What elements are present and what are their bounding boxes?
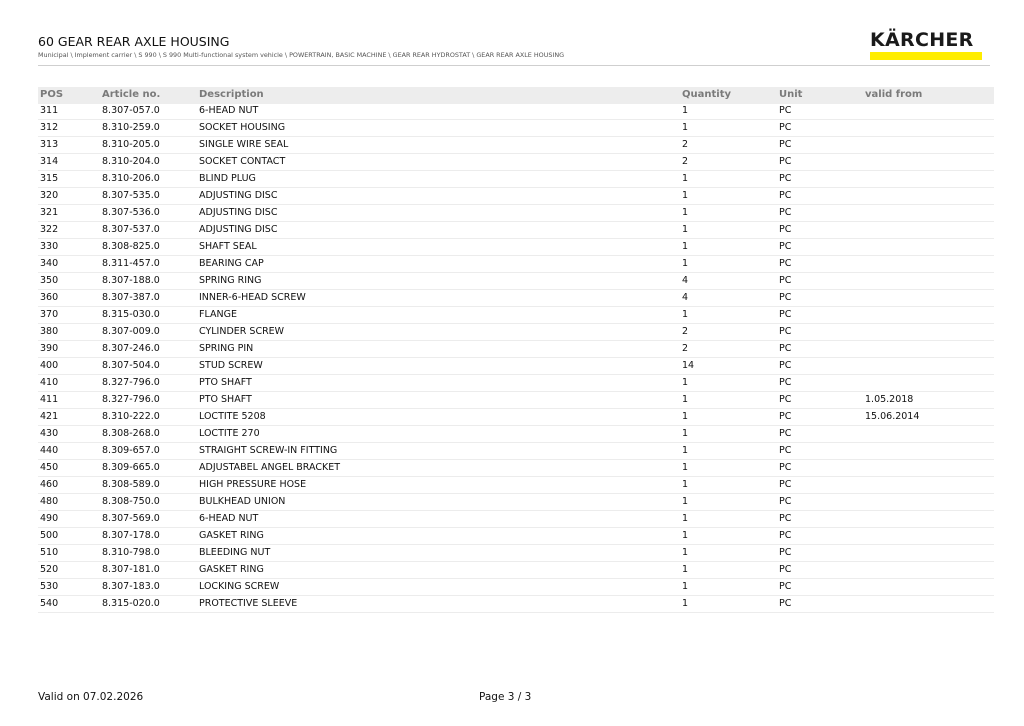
table-row <box>38 205 994 222</box>
row-quantity: 4 <box>682 275 689 286</box>
row-valid-from: 1.05.2018 <box>865 394 914 405</box>
row-unit: PC <box>779 411 792 422</box>
row-article-no: 8.307-188.0 <box>102 275 160 286</box>
row-unit: PC <box>779 173 792 184</box>
row-article-no: 8.308-268.0 <box>102 428 160 439</box>
row-quantity: 1 <box>682 207 689 218</box>
row-unit: PC <box>779 513 792 524</box>
row-quantity: 1 <box>682 122 689 133</box>
row-pos: 421 <box>40 411 59 422</box>
row-pos: 450 <box>40 462 59 473</box>
row-article-no: 8.327-796.0 <box>102 394 160 405</box>
row-pos: 360 <box>40 292 59 303</box>
row-description: ADJUSTING DISC <box>199 224 278 235</box>
row-article-no: 8.307-569.0 <box>102 513 160 524</box>
row-unit: PC <box>779 292 792 303</box>
row-article-no: 8.310-259.0 <box>102 122 160 133</box>
row-article-no: 8.307-387.0 <box>102 292 160 303</box>
table-row <box>38 188 994 205</box>
row-article-no: 8.307-183.0 <box>102 581 160 592</box>
parts-table-body <box>38 103 994 613</box>
row-unit: PC <box>779 156 792 167</box>
row-pos: 460 <box>40 479 59 490</box>
row-unit: PC <box>779 309 792 320</box>
table-row <box>38 103 994 120</box>
row-quantity: 2 <box>682 139 689 150</box>
row-pos: 390 <box>40 343 59 354</box>
row-quantity: 1 <box>682 224 689 235</box>
row-pos: 350 <box>40 275 59 286</box>
row-unit: PC <box>779 445 792 456</box>
row-unit: PC <box>779 428 792 439</box>
row-pos: 480 <box>40 496 59 507</box>
row-quantity: 1 <box>682 564 689 575</box>
table-row <box>38 239 994 256</box>
row-article-no: 8.327-796.0 <box>102 377 160 388</box>
row-description: PTO SHAFT <box>199 377 252 388</box>
row-quantity: 1 <box>682 547 689 558</box>
row-quantity: 1 <box>682 258 689 269</box>
row-pos: 315 <box>40 173 59 184</box>
row-article-no: 8.315-030.0 <box>102 309 160 320</box>
row-pos: 440 <box>40 445 59 456</box>
row-quantity: 2 <box>682 326 689 337</box>
row-quantity: 2 <box>682 343 689 354</box>
column-header-article: Article no. <box>102 89 161 100</box>
row-pos: 411 <box>40 394 59 405</box>
table-row <box>38 273 994 290</box>
row-unit: PC <box>779 190 792 201</box>
row-pos: 430 <box>40 428 59 439</box>
row-description: STRAIGHT SCREW-IN FITTING <box>199 445 338 456</box>
row-unit: PC <box>779 139 792 150</box>
row-quantity: 2 <box>682 156 689 167</box>
row-quantity: 1 <box>682 530 689 541</box>
column-header-unit: Unit <box>779 89 803 100</box>
row-description: LOCKING SCREW <box>199 581 280 592</box>
row-unit: PC <box>779 224 792 235</box>
row-quantity: 1 <box>682 394 689 405</box>
table-row <box>38 307 994 324</box>
row-description: HIGH PRESSURE HOSE <box>199 479 307 490</box>
row-unit: PC <box>779 326 792 337</box>
row-pos: 321 <box>40 207 59 218</box>
row-quantity: 1 <box>682 445 689 456</box>
table-row <box>38 137 994 154</box>
row-description: PTO SHAFT <box>199 394 252 405</box>
table-row <box>38 409 994 426</box>
row-unit: PC <box>779 479 792 490</box>
table-row <box>38 222 994 239</box>
page-number: Page 3 / 3 <box>479 691 532 703</box>
row-pos: 410 <box>40 377 59 388</box>
row-description: STUD SCREW <box>199 360 263 371</box>
row-article-no: 8.310-204.0 <box>102 156 160 167</box>
row-pos: 530 <box>40 581 59 592</box>
row-quantity: 1 <box>682 241 689 252</box>
row-unit: PC <box>779 360 792 371</box>
row-unit: PC <box>779 598 792 609</box>
row-description: BLEEDING NUT <box>199 547 271 558</box>
row-article-no: 8.308-589.0 <box>102 479 160 490</box>
row-article-no: 8.308-825.0 <box>102 241 160 252</box>
row-unit: PC <box>779 394 792 405</box>
row-pos: 320 <box>40 190 59 201</box>
row-description: BULKHEAD UNION <box>199 496 286 507</box>
row-article-no: 8.310-222.0 <box>102 411 160 422</box>
row-unit: PC <box>779 547 792 558</box>
row-quantity: 1 <box>682 377 689 388</box>
row-quantity: 1 <box>682 479 689 490</box>
table-row <box>38 341 994 358</box>
row-description: INNER-6-HEAD SCREW <box>199 292 306 303</box>
table-row <box>38 358 994 375</box>
row-unit: PC <box>779 241 792 252</box>
table-row <box>38 545 994 562</box>
table-row <box>38 171 994 188</box>
page-title: 60 GEAR REAR AXLE HOUSING <box>38 34 230 49</box>
row-unit: PC <box>779 377 792 388</box>
row-description: SINGLE WIRE SEAL <box>199 139 289 150</box>
table-row <box>38 443 994 460</box>
row-description: SPRING RING <box>199 275 262 286</box>
row-article-no: 8.307-535.0 <box>102 190 160 201</box>
row-article-no: 8.307-057.0 <box>102 105 160 116</box>
table-row <box>38 579 994 596</box>
table-row <box>38 426 994 443</box>
row-pos: 340 <box>40 258 59 269</box>
header-divider <box>38 65 990 66</box>
table-row <box>38 290 994 307</box>
row-quantity: 1 <box>682 190 689 201</box>
row-article-no: 8.307-504.0 <box>102 360 160 371</box>
row-article-no: 8.310-798.0 <box>102 547 160 558</box>
table-row <box>38 375 994 392</box>
row-pos: 520 <box>40 564 59 575</box>
row-article-no: 8.307-178.0 <box>102 530 160 541</box>
row-description: CYLINDER SCREW <box>199 326 285 337</box>
column-header-pos: POS <box>40 89 64 100</box>
row-article-no: 8.308-750.0 <box>102 496 160 507</box>
row-description: LOCTITE 270 <box>199 428 260 439</box>
row-unit: PC <box>779 207 792 218</box>
row-pos: 313 <box>40 139 59 150</box>
row-unit: PC <box>779 496 792 507</box>
column-header-valid-from: valid from <box>865 89 923 100</box>
row-unit: PC <box>779 462 792 473</box>
table-row <box>38 324 994 341</box>
table-row <box>38 511 994 528</box>
row-quantity: 1 <box>682 581 689 592</box>
row-unit: PC <box>779 122 792 133</box>
row-description: ADJUSTABEL ANGEL BRACKET <box>199 462 341 473</box>
row-valid-from: 15.06.2014 <box>865 411 920 422</box>
row-pos: 370 <box>40 309 59 320</box>
row-pos: 322 <box>40 224 59 235</box>
row-quantity: 1 <box>682 496 689 507</box>
valid-on-date: Valid on 07.02.2026 <box>38 691 144 703</box>
row-description: BEARING CAP <box>199 258 264 269</box>
table-row <box>38 154 994 171</box>
row-quantity: 14 <box>682 360 695 371</box>
row-pos: 500 <box>40 530 59 541</box>
row-description: GASKET RING <box>199 530 264 541</box>
row-pos: 312 <box>40 122 59 133</box>
table-row <box>38 494 994 511</box>
row-description: LOCTITE 5208 <box>199 411 266 422</box>
row-quantity: 1 <box>682 105 689 116</box>
row-unit: PC <box>779 258 792 269</box>
row-article-no: 8.310-206.0 <box>102 173 160 184</box>
row-article-no: 8.311-457.0 <box>102 258 160 269</box>
row-pos: 330 <box>40 241 59 252</box>
row-description: 6-HEAD NUT <box>199 105 259 116</box>
logo-yellow-bar <box>870 52 982 60</box>
row-description: BLIND PLUG <box>199 173 256 184</box>
row-pos: 311 <box>40 105 59 116</box>
row-description: SOCKET HOUSING <box>199 122 286 133</box>
row-pos: 314 <box>40 156 59 167</box>
row-article-no: 8.315-020.0 <box>102 598 160 609</box>
column-header-quantity: Quantity <box>682 89 731 100</box>
table-row <box>38 596 994 613</box>
row-article-no: 8.307-537.0 <box>102 224 160 235</box>
row-unit: PC <box>779 530 792 541</box>
row-description: SPRING PIN <box>199 343 254 354</box>
row-article-no: 8.307-009.0 <box>102 326 160 337</box>
row-quantity: 1 <box>682 411 689 422</box>
table-row <box>38 562 994 579</box>
row-article-no: 8.309-657.0 <box>102 445 160 456</box>
row-pos: 380 <box>40 326 59 337</box>
row-quantity: 1 <box>682 598 689 609</box>
row-quantity: 1 <box>682 462 689 473</box>
row-description: ADJUSTING DISC <box>199 207 278 218</box>
row-pos: 510 <box>40 547 59 558</box>
table-header <box>38 87 994 104</box>
row-description: SHAFT SEAL <box>199 241 257 252</box>
row-pos: 540 <box>40 598 59 609</box>
row-description: PROTECTIVE SLEEVE <box>199 598 298 609</box>
row-article-no: 8.309-665.0 <box>102 462 160 473</box>
karcher-logo <box>870 30 986 60</box>
row-unit: PC <box>779 581 792 592</box>
row-quantity: 1 <box>682 173 689 184</box>
logo-text: KÄRCHER <box>870 29 974 51</box>
row-pos: 400 <box>40 360 59 371</box>
row-description: ADJUSTING DISC <box>199 190 278 201</box>
row-article-no: 8.307-536.0 <box>102 207 160 218</box>
table-row <box>38 392 994 409</box>
column-header-description: Description <box>199 89 264 100</box>
row-description: 6-HEAD NUT <box>199 513 259 524</box>
row-article-no: 8.310-205.0 <box>102 139 160 150</box>
row-pos: 490 <box>40 513 59 524</box>
row-quantity: 1 <box>682 309 689 320</box>
row-description: FLANGE <box>199 309 237 320</box>
row-quantity: 1 <box>682 428 689 439</box>
row-unit: PC <box>779 275 792 286</box>
table-row <box>38 477 994 494</box>
row-description: SOCKET CONTACT <box>199 156 286 167</box>
table-row <box>38 528 994 545</box>
row-quantity: 4 <box>682 292 689 303</box>
row-unit: PC <box>779 105 792 116</box>
row-unit: PC <box>779 343 792 354</box>
row-unit: PC <box>779 564 792 575</box>
row-article-no: 8.307-181.0 <box>102 564 160 575</box>
table-row <box>38 120 994 137</box>
row-quantity: 1 <box>682 513 689 524</box>
breadcrumb: Municipal \ Implement carrier \ S 990 \ S 990 Multi-functional system vehicle \ POWERTRAIN, BASIC MACHINE \ GEAR REAR HYDROSTAT \ GEAR REAR AXLE HOUSING <box>38 51 565 59</box>
table-row <box>38 460 994 477</box>
row-article-no: 8.307-246.0 <box>102 343 160 354</box>
row-description: GASKET RING <box>199 564 264 575</box>
table-row <box>38 256 994 273</box>
